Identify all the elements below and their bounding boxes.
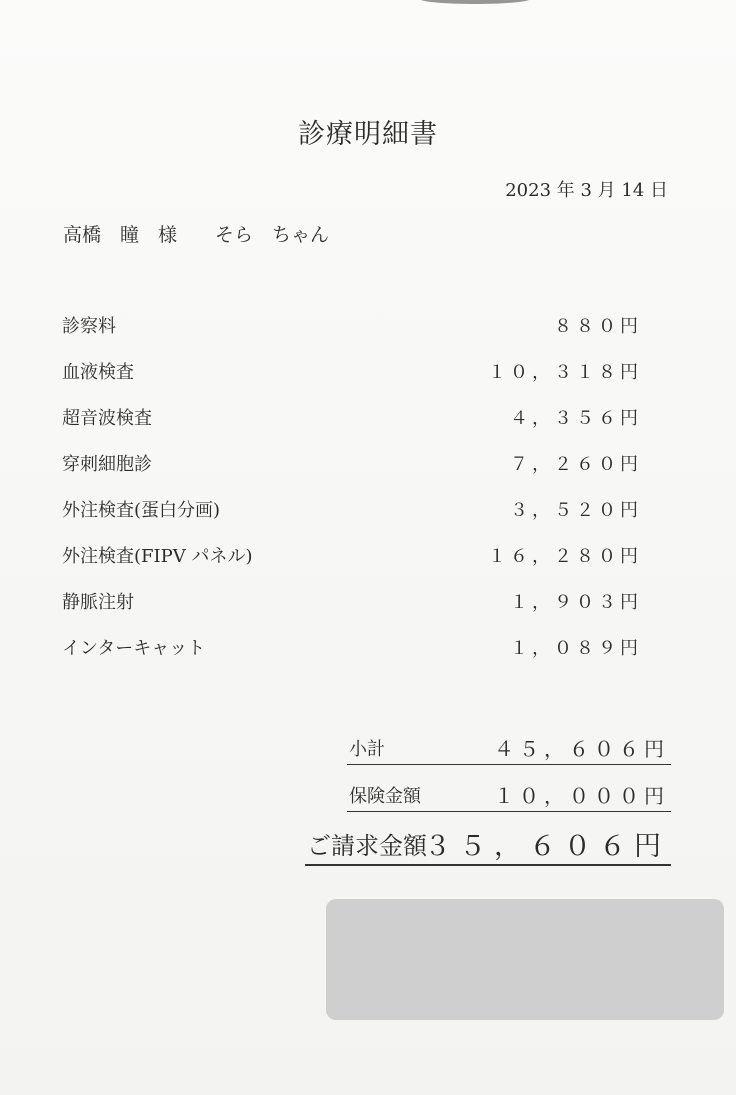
- document-title: 診療明細書: [298, 119, 438, 150]
- charge-amount: ４，３５６円: [510, 408, 642, 429]
- subtotal-amount: ４５，６０６円: [494, 737, 669, 761]
- charge-amount: ８８０円: [554, 316, 642, 337]
- charge-label: インターキャット: [62, 638, 206, 659]
- subtotal-row: [347, 718, 671, 765]
- charge-amount: ７，２６０円: [510, 454, 642, 475]
- charge-label: 診察料: [62, 316, 116, 337]
- insurance-label: 保険金額: [349, 786, 421, 807]
- charge-amount: １，９０３円: [510, 592, 642, 613]
- charge-row: [62, 346, 642, 392]
- charge-label: 穿刺細胞診: [62, 454, 152, 475]
- totals-block: [305, 718, 671, 866]
- total-label: ご請求金額: [307, 832, 427, 860]
- charge-row: [62, 484, 642, 530]
- charge-label: 外注検査(FIPV パネル): [62, 546, 253, 567]
- charge-row: [62, 530, 642, 576]
- charge-row: [62, 392, 642, 438]
- charge-row: [62, 438, 642, 484]
- total-row: [305, 812, 671, 866]
- issue-date: 2023 年 3 月 14 日: [505, 180, 668, 201]
- charge-label: 静脈注射: [62, 592, 134, 613]
- charge-row: [62, 622, 642, 668]
- charge-row: [62, 576, 642, 622]
- subtotal-label: 小計: [349, 739, 385, 760]
- charge-label: 血液検査: [62, 362, 134, 383]
- charge-amount: １，０８９円: [510, 638, 642, 659]
- insurance-row: [347, 765, 671, 812]
- charge-amount: １６，２８０円: [488, 546, 642, 567]
- redacted-area: [326, 899, 724, 1020]
- charge-label: 外注検査(蛋白分画): [62, 500, 221, 521]
- patient-name: 高橋 瞳 様 そら ちゃん: [63, 224, 330, 246]
- charge-label: 超音波検査: [62, 408, 152, 429]
- scan-smudge: [420, 0, 530, 4]
- itemized-charges: [62, 300, 642, 668]
- total-amount: ３５，６０６円: [424, 831, 669, 862]
- charge-row: [62, 300, 642, 346]
- charge-amount: １０，３１８円: [488, 362, 642, 383]
- charge-amount: ３，５２０円: [510, 500, 642, 521]
- insurance-amount: １０，０００円: [494, 784, 669, 808]
